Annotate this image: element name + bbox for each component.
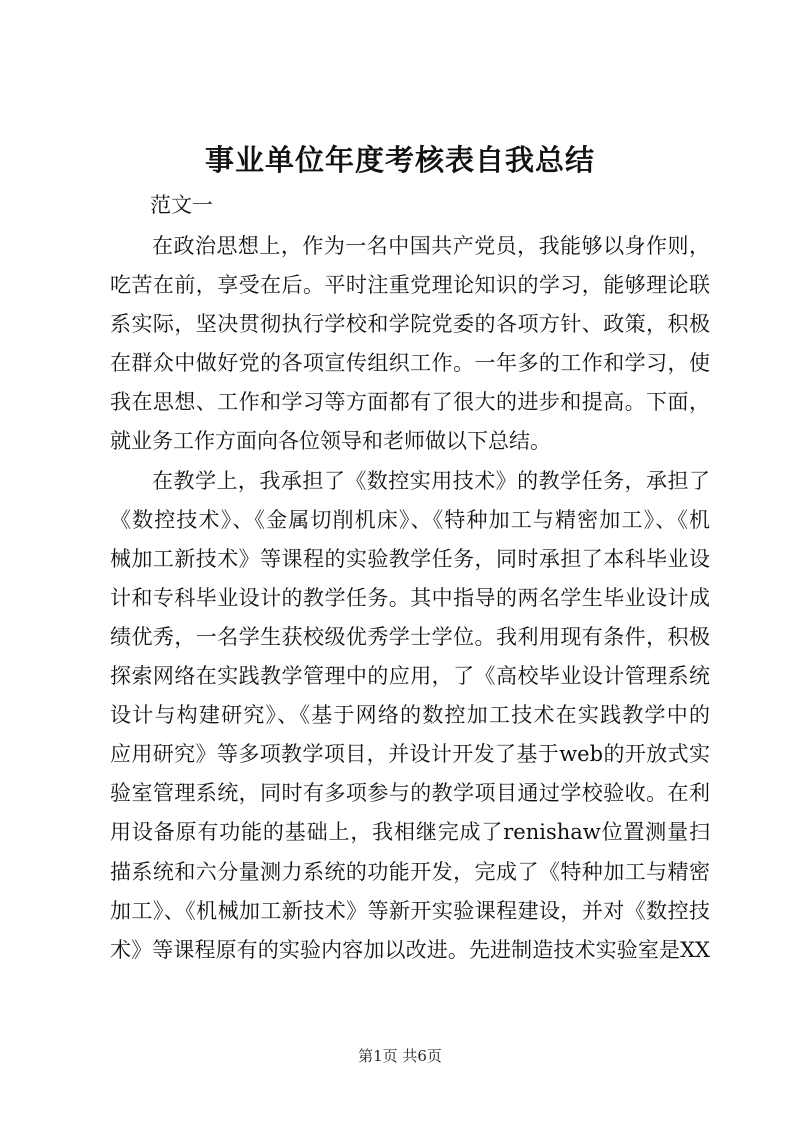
body-line: 计和专科毕业设计的教学任务。其中指导的两名学生毕业设计成 (110, 585, 710, 610)
body-line: 吃苦在前，享受在后。平时注重党理论知识的学习，能够理论联 (110, 273, 710, 298)
body-line: 探索网络在实践教学管理中的应用，了《高校毕业设计管理系统 (110, 664, 710, 689)
body-line: 就业务工作方面向各位领导和老师做以下总结。 (110, 429, 551, 454)
body-line: 我在思想、工作和学习等方面都有了很大的进步和提高。下面， (110, 390, 710, 415)
page-number-footer: 第1页 共6页 (358, 1047, 442, 1065)
document-body (110, 227, 710, 970)
body-line: 绩优秀，一名学生获校级优秀学士学位。我利用现有条件，积极 (110, 624, 710, 649)
body-line: 在政治思想上，作为一名中国共产党员，我能够以身作则， (152, 234, 710, 258)
body-line: 系实际，坚决贯彻执行学校和学院党委的各项方针、政策，积极 (110, 312, 710, 337)
body-line: 加工》、《机械加工新技术》等新开实验课程建设，并对《数控技 (110, 898, 710, 923)
body-line: 《数控技术》、《金属切削机床》、《特种加工与精密加工》、《机 (110, 507, 710, 532)
body-line: 应用研究》等多项教学项目，并设计开发了基于web的开放式实 (110, 742, 710, 767)
document-subtitle: 范文一 (150, 193, 213, 217)
body-line: 在群众中做好党的各项宣传组织工作。一年多的工作和学习，使 (110, 351, 710, 376)
body-line: 械加工新技术》等课程的实验教学任务，同时承担了本科毕业设 (110, 546, 710, 571)
document-title: 事业单位年度考核表自我总结 (204, 143, 595, 177)
body-line: 术》等课程原有的实验内容加以改进。先进制造技术实验室是XX (110, 937, 710, 962)
body-line: 设计与构建研究》、《基于网络的数控加工技术在实践教学中的 (110, 703, 710, 728)
body-line: 在教学上，我承担了《数控实用技术》的教学任务，承担了 (152, 468, 710, 493)
body-line: 验室管理系统，同时有多项参与的教学项目通过学校验收。在利 (110, 781, 710, 806)
body-line: 描系统和六分量测力系统的功能开发，完成了《特种加工与精密 (110, 859, 710, 884)
body-line: 用设备原有功能的基础上，我相继完成了renishaw位置测量扫 (110, 820, 710, 845)
